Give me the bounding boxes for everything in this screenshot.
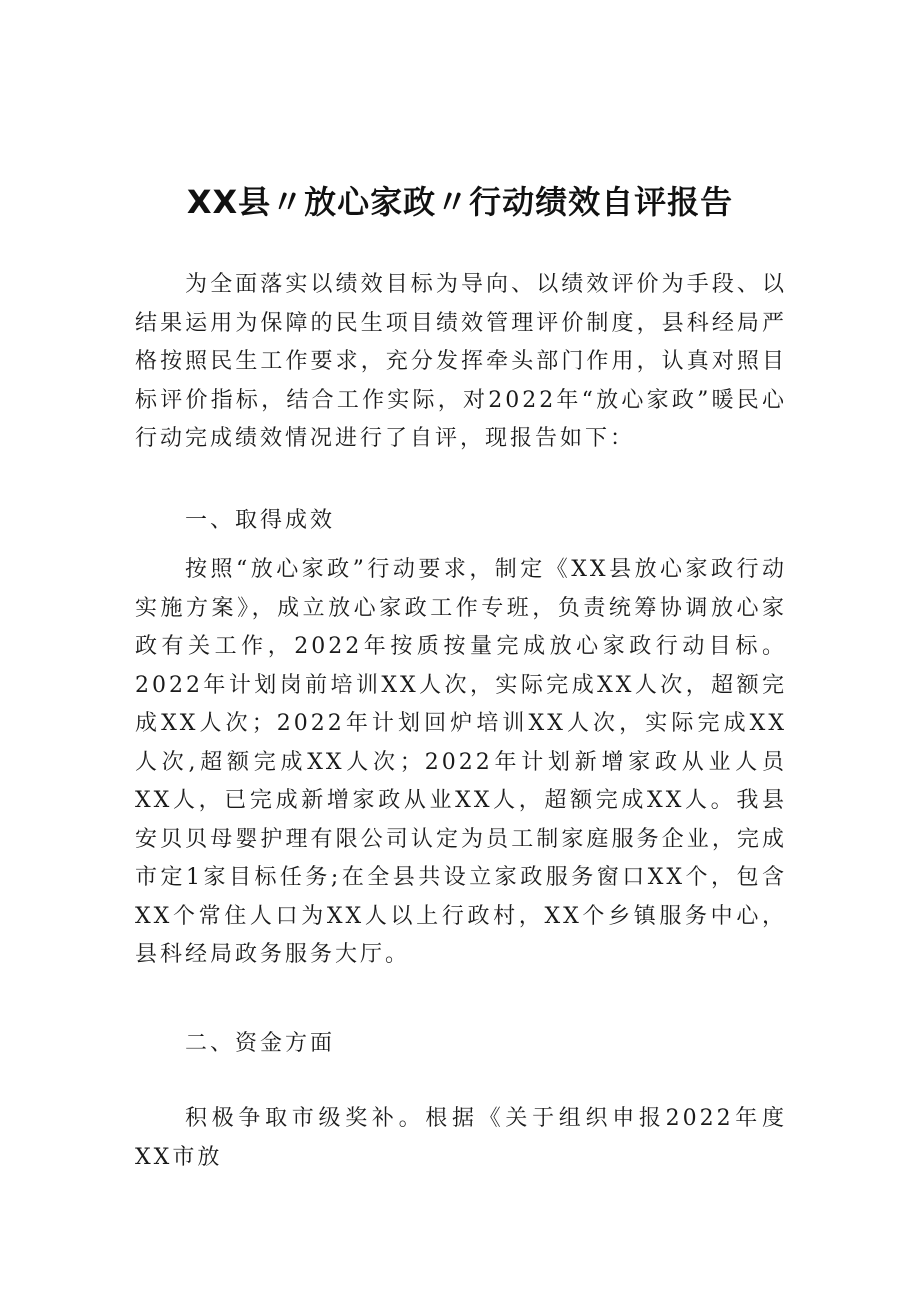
section-two-heading: 二、资金方面	[185, 1031, 336, 1056]
achievements-paragraph: 按照“放心家政”行动要求，制定《XX县放心家政行动实施方案》，成立放心家政工作专班，负责统筹协调放心家政有关工作，2022年按质按量完成放心家政行动目标。2022年计划岗前培训XX人次，实际完成XX人次，超额完成XX人次；2022年计划回炉培训XX人次，实际完成XX人次,超额完成XX人次；2022年计划新增家政从业人员XX人，已完成新增家政从业XX人，超额完成XX人。我县安贝贝母婴护理有限公司认定为员工制家庭服务企业，完成市定1家目标任务;在全县共设立家政服务窗口XX个，包含XX个常住人口为XX人以上行政村，XX个乡镇服务中心，县科经局政务服务大厅。	[135, 557, 787, 967]
funding-paragraph: 积极争取市级奖补。根据《关于组织申报2022年度XX市放	[135, 1106, 787, 1170]
section-one-heading: 一、取得成效	[185, 508, 336, 533]
document-title: XX县〃放心家政〃行动绩效自评报告	[186, 183, 734, 221]
intro-paragraph: 为全面落实以绩效目标为导向、以绩效评价为手段、以结果运用为保障的民生项目绩效管理评价制度，县科经局严格按照民生工作要求，充分发挥牵头部门作用，认真对照目标评价指标，结合工作实际，对2022年“放心家政”暖民心行动完成绩效情况进行了自评，现报告如下：	[135, 272, 787, 451]
